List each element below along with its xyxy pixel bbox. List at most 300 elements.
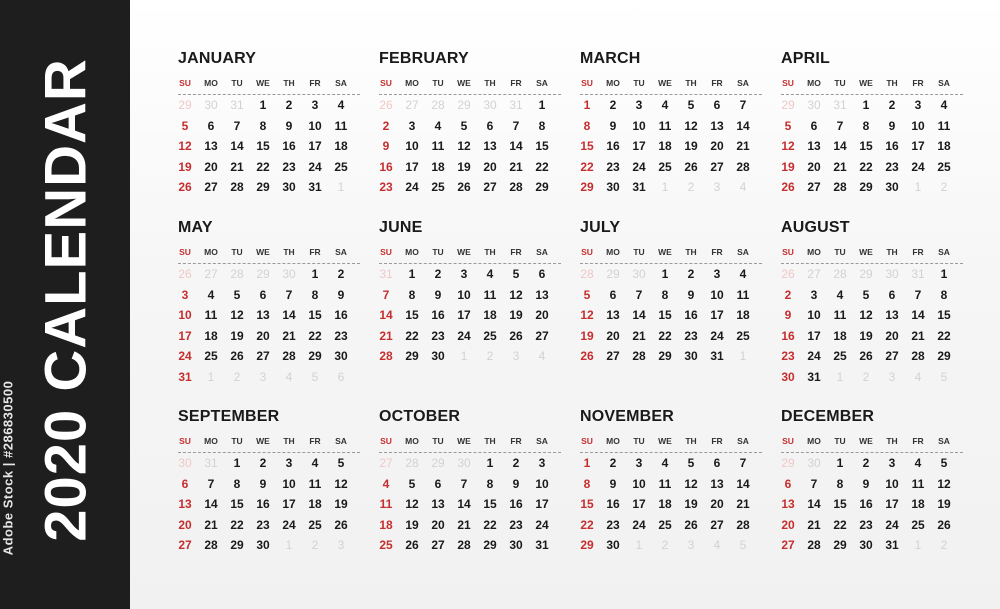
calendar-day: 1 — [583, 98, 591, 112]
adjacent-month-day: 4 — [538, 349, 546, 363]
weekday-header: WE — [256, 436, 270, 446]
header-divider — [379, 452, 561, 453]
adjacent-month-day: 4 — [914, 369, 922, 384]
month-name: AUGUST — [781, 219, 850, 236]
calendar-day: 21 — [911, 328, 925, 343]
adjacent-month-day: 30 — [204, 98, 218, 112]
calendar-day: 5 — [687, 98, 695, 112]
weekday-header: SU — [782, 247, 794, 257]
adjacent-month-day: 1 — [914, 538, 922, 552]
calendar-day: 29 — [580, 180, 594, 194]
calendar-day: 20 — [431, 517, 445, 532]
weekday-header: TU — [633, 247, 645, 257]
weekday-header: FR — [309, 247, 321, 257]
calendar-day: 18 — [658, 497, 672, 511]
weekday-header: WE — [658, 247, 672, 257]
calendar-day: 16 — [431, 308, 445, 322]
calendar-day: 13 — [885, 308, 899, 322]
calendar-day: 27 — [807, 180, 821, 194]
weekday-header: TH — [484, 78, 496, 88]
calendar-day: 23 — [885, 159, 899, 174]
adjacent-month-day: 26 — [379, 98, 393, 112]
calendar-day: 29 — [256, 180, 270, 194]
calendar-day: 6 — [713, 98, 721, 112]
calendar-day: 11 — [833, 308, 847, 322]
calendar-day: 23 — [334, 328, 348, 343]
calendar-day: 17 — [282, 497, 296, 511]
calendar-day: 20 — [178, 517, 192, 532]
calendar-day: 1 — [583, 456, 591, 470]
calendar-day: 23 — [379, 180, 393, 194]
calendar-day: 4 — [739, 267, 747, 281]
calendar-day: 12 — [684, 476, 698, 491]
weekday-header: WE — [457, 436, 471, 446]
weekday-header: WE — [256, 78, 270, 88]
adjacent-month-day: 29 — [178, 98, 192, 112]
calendar-day: 30 — [606, 538, 620, 552]
calendar-day: 24 — [535, 517, 549, 532]
calendar-day: 17 — [178, 328, 192, 343]
calendar-day: 27 — [204, 180, 218, 194]
calendar-day: 28 — [833, 180, 847, 194]
calendar-day: 13 — [710, 118, 724, 133]
adjacent-month-day: 1 — [836, 369, 844, 384]
calendar-day: 18 — [736, 308, 750, 322]
weekday-header: SU — [782, 78, 794, 88]
calendar-day: 24 — [308, 159, 322, 174]
adjacent-month-day: 1 — [337, 180, 345, 194]
calendar-day: 15 — [658, 308, 672, 322]
calendar-day: 7 — [635, 287, 643, 302]
calendar-day: 30 — [684, 349, 698, 363]
calendar-day: 22 — [580, 517, 594, 532]
adjacent-month-day: 28 — [230, 267, 244, 281]
calendar-day: 30 — [509, 538, 523, 552]
adjacent-month-day: 29 — [859, 267, 873, 281]
calendar-day: 2 — [784, 287, 792, 302]
month-name: JUNE — [379, 219, 423, 236]
calendar-day: 7 — [739, 456, 747, 470]
calendar-day: 4 — [940, 98, 948, 112]
calendar-day: 19 — [509, 308, 523, 322]
calendar-day: 28 — [509, 180, 523, 194]
calendar-day: 29 — [535, 180, 549, 194]
adjacent-month-day: 30 — [178, 456, 192, 470]
adjacent-month-day: 31 — [833, 98, 847, 112]
weekday-header: SU — [782, 436, 794, 446]
weekday-header: FR — [711, 247, 723, 257]
adjacent-month-day: 3 — [888, 369, 896, 384]
calendar-day: 23 — [859, 517, 873, 532]
calendar-day: 26 — [509, 328, 523, 343]
adjacent-month-day: 31 — [911, 267, 925, 281]
calendar-day: 26 — [781, 180, 795, 194]
calendar-day: 28 — [736, 517, 750, 532]
calendar-day: 28 — [911, 349, 925, 363]
stock-credit: Adobe Stock | #286830500 — [0, 380, 16, 556]
calendar-day: 23 — [431, 328, 445, 343]
calendar-day: 6 — [181, 476, 189, 491]
calendar-day: 31 — [308, 180, 322, 194]
calendar-day: 12 — [859, 308, 873, 322]
calendar-day: 8 — [583, 118, 591, 133]
calendar-day: 6 — [486, 118, 494, 133]
calendar-day: 16 — [781, 328, 795, 343]
calendar-day: 17 — [405, 159, 419, 174]
calendar-day: 18 — [204, 328, 218, 343]
calendar-day: 15 — [308, 308, 322, 322]
calendar-day: 4 — [311, 456, 319, 470]
calendar-day: 11 — [308, 476, 322, 491]
calendar-day: 24 — [457, 328, 471, 343]
calendar-day: 5 — [233, 287, 241, 302]
calendar-day: 31 — [178, 369, 192, 384]
calendar-day: 28 — [282, 349, 296, 363]
calendar-day: 25 — [483, 328, 497, 343]
weekday-header: SU — [581, 436, 593, 446]
adjacent-month-day: 27 — [807, 267, 821, 281]
calendar-day: 4 — [914, 456, 922, 470]
calendar-day: 19 — [334, 497, 348, 511]
calendar-day: 11 — [658, 118, 672, 133]
adjacent-month-day: 2 — [862, 369, 870, 384]
weekday-header: TU — [834, 247, 846, 257]
weekday-header: FR — [912, 78, 924, 88]
adjacent-month-day: 3 — [259, 369, 267, 384]
calendar-day: 22 — [256, 159, 270, 174]
calendar-day: 24 — [710, 328, 724, 343]
weekday-header: TU — [834, 78, 846, 88]
calendar-day: 3 — [635, 456, 643, 470]
adjacent-month-day: 26 — [178, 267, 192, 281]
calendar-day: 18 — [334, 139, 348, 153]
calendar-day: 28 — [457, 538, 471, 552]
calendar-day: 18 — [911, 497, 925, 511]
calendar-day: 12 — [457, 139, 471, 153]
calendar-day: 5 — [512, 267, 520, 281]
calendar-day: 12 — [781, 139, 795, 153]
adjacent-month-day: 28 — [833, 267, 847, 281]
month-name: DECEMBER — [781, 408, 875, 425]
weekday-header: SA — [335, 78, 347, 88]
adjacent-month-day: 3 — [512, 349, 520, 363]
month-name: FEBRUARY — [379, 50, 469, 67]
calendar-day: 21 — [282, 328, 296, 343]
header-divider — [781, 263, 963, 264]
calendar-day: 25 — [431, 180, 445, 194]
calendar-day: 15 — [859, 139, 873, 153]
calendar-day: 15 — [230, 497, 244, 511]
header-divider — [178, 263, 360, 264]
calendar-day: 9 — [888, 118, 896, 133]
calendar-day: 19 — [178, 159, 192, 174]
header-divider — [781, 452, 963, 453]
calendar-day: 3 — [181, 287, 189, 302]
adjacent-month-day: 26 — [781, 267, 795, 281]
calendar-day: 14 — [807, 497, 821, 511]
weekday-header: TH — [484, 247, 496, 257]
calendar-day: 24 — [178, 349, 192, 363]
adjacent-month-day: 2 — [687, 180, 695, 194]
calendar-day: 25 — [204, 349, 218, 363]
adjacent-month-day: 29 — [781, 456, 795, 470]
weekday-header: FR — [912, 436, 924, 446]
calendar-day: 5 — [337, 456, 345, 470]
calendar-day: 4 — [486, 267, 494, 281]
calendar-day: 4 — [434, 118, 442, 133]
calendar-day: 12 — [405, 497, 419, 511]
calendar-day: 7 — [739, 98, 747, 112]
calendar-day: 4 — [661, 98, 669, 112]
weekday-header: MO — [204, 247, 218, 257]
calendar-day: 9 — [259, 476, 267, 491]
calendar-day: 6 — [713, 456, 721, 470]
weekday-header: SA — [335, 436, 347, 446]
calendar-day: 6 — [810, 118, 818, 133]
weekday-header: TU — [432, 78, 444, 88]
calendar-day: 18 — [379, 517, 393, 532]
weekday-header: TH — [685, 247, 697, 257]
calendar-day: 14 — [736, 476, 750, 491]
header-divider — [580, 452, 762, 453]
calendar-day: 15 — [937, 308, 951, 322]
calendar-day: 22 — [308, 328, 322, 343]
weekday-header: TU — [432, 247, 444, 257]
calendar-day: 16 — [606, 497, 620, 511]
header-divider — [178, 452, 360, 453]
month-name: JANUARY — [178, 50, 257, 67]
calendar-day: 16 — [859, 497, 873, 511]
weekday-header: MO — [204, 78, 218, 88]
month-name: SEPTEMBER — [178, 408, 280, 425]
calendar-day: 11 — [379, 497, 393, 511]
calendar-day: 23 — [606, 159, 620, 174]
calendar-day: 3 — [408, 118, 416, 133]
calendar-day: 12 — [178, 139, 192, 153]
calendar-day: 3 — [635, 98, 643, 112]
calendar-day: 1 — [486, 456, 494, 470]
adjacent-month-day: 2 — [486, 349, 494, 363]
calendar-day: 10 — [632, 118, 646, 133]
weekday-header: TU — [633, 436, 645, 446]
adjacent-month-day: 28 — [405, 456, 419, 470]
calendar-day: 31 — [807, 369, 821, 384]
month-name: NOVEMBER — [580, 408, 675, 425]
calendar-day: 11 — [658, 476, 672, 491]
calendar-day: 21 — [230, 159, 244, 174]
calendar-day: 17 — [632, 497, 646, 511]
calendar-day: 10 — [308, 118, 322, 133]
calendar-day: 14 — [379, 308, 393, 322]
calendar-day: 15 — [256, 139, 270, 153]
weekday-header: TH — [886, 78, 898, 88]
calendar-day: 27 — [178, 538, 192, 552]
calendar-day: 11 — [736, 287, 750, 302]
calendar-day: 30 — [256, 538, 270, 552]
calendar-day: 25 — [334, 159, 348, 174]
calendar-day: 27 — [710, 159, 724, 174]
calendar-day: 2 — [337, 267, 345, 281]
calendar-day: 2 — [382, 118, 390, 133]
calendar-day: 23 — [282, 159, 296, 174]
weekday-header: MO — [405, 78, 419, 88]
calendar-day: 16 — [256, 497, 270, 511]
calendar-day: 31 — [710, 349, 724, 363]
calendar-day: 31 — [885, 538, 899, 552]
weekday-header: SU — [179, 436, 191, 446]
calendar-day: 6 — [259, 287, 267, 302]
weekday-header: FR — [711, 436, 723, 446]
weekday-header: WE — [859, 436, 873, 446]
weekday-header: MO — [405, 436, 419, 446]
calendar-day: 11 — [911, 476, 925, 491]
calendar-day: 10 — [457, 287, 471, 302]
adjacent-month-day: 30 — [807, 98, 821, 112]
calendar-day: 3 — [538, 456, 546, 470]
calendar-day: 20 — [807, 159, 821, 174]
calendar-day: 26 — [230, 349, 244, 363]
weekday-header: TH — [283, 78, 295, 88]
calendar-day: 10 — [178, 308, 192, 322]
calendar-day: 7 — [285, 287, 293, 302]
weekday-header: SA — [737, 78, 749, 88]
calendar-day: 28 — [204, 538, 218, 552]
weekday-header: TH — [283, 436, 295, 446]
month-name: JULY — [580, 219, 621, 236]
calendar-day: 24 — [885, 517, 899, 532]
adjacent-month-day: 29 — [256, 267, 270, 281]
calendar-day: 18 — [431, 159, 445, 174]
calendar-day: 3 — [888, 456, 896, 470]
calendar-day: 9 — [784, 308, 792, 322]
weekday-header: SA — [536, 247, 548, 257]
calendar-day: 11 — [431, 139, 445, 153]
weekday-header: SA — [536, 436, 548, 446]
adjacent-month-day: 2 — [233, 369, 241, 384]
calendar-day: 2 — [687, 267, 695, 281]
adjacent-month-day: 31 — [509, 98, 523, 112]
calendar-day: 27 — [256, 349, 270, 363]
calendar-day: 14 — [282, 308, 296, 322]
calendar-day: 8 — [259, 118, 267, 133]
adjacent-month-day: 4 — [739, 180, 747, 194]
weekday-header: FR — [309, 436, 321, 446]
calendar-day: 16 — [282, 139, 296, 153]
calendar-day: 26 — [937, 517, 951, 532]
calendar-day: 5 — [181, 118, 189, 133]
calendar-day: 22 — [937, 328, 951, 343]
weekday-header: MO — [405, 247, 419, 257]
calendar-day: 5 — [862, 287, 870, 302]
calendar-day: 15 — [580, 497, 594, 511]
adjacent-month-day: 3 — [713, 180, 721, 194]
calendar-day: 14 — [911, 308, 925, 322]
adjacent-month-day: 2 — [311, 538, 319, 552]
calendar-day: 27 — [606, 349, 620, 363]
header-divider — [580, 94, 762, 95]
calendar-day: 14 — [204, 497, 218, 511]
calendar-day: 20 — [535, 308, 549, 322]
calendar-day: 17 — [308, 139, 322, 153]
calendar-day: 1 — [408, 267, 416, 281]
calendar-day: 19 — [580, 328, 594, 343]
weekday-header: SU — [380, 247, 392, 257]
calendar-day: 23 — [509, 517, 523, 532]
calendar-day: 20 — [606, 328, 620, 343]
calendar-day: 25 — [911, 517, 925, 532]
calendar-day: 17 — [535, 497, 549, 511]
calendar-day: 16 — [509, 497, 523, 511]
calendar-day: 21 — [736, 139, 750, 153]
calendar-day: 4 — [836, 287, 844, 302]
calendar-day: 9 — [512, 476, 520, 491]
calendar-day: 29 — [658, 349, 672, 363]
calendar-day: 14 — [230, 139, 244, 153]
calendar-day: 29 — [405, 349, 419, 363]
calendar-day: 8 — [862, 118, 870, 133]
weekday-header: SA — [938, 436, 950, 446]
calendar-day: 7 — [512, 118, 520, 133]
weekday-header: SU — [179, 247, 191, 257]
calendar-day: 20 — [204, 159, 218, 174]
adjacent-month-day: 30 — [483, 98, 497, 112]
adjacent-month-day: 30 — [632, 267, 646, 281]
weekday-header: MO — [807, 78, 821, 88]
calendar-day: 4 — [207, 287, 215, 302]
calendar-day: 19 — [859, 328, 873, 343]
calendar-day: 13 — [256, 308, 270, 322]
calendar-day: 1 — [233, 456, 241, 470]
calendar-day: 29 — [859, 180, 873, 194]
calendar-day: 6 — [784, 476, 792, 491]
weekday-header: TH — [886, 247, 898, 257]
calendar-day: 3 — [810, 287, 818, 302]
calendar-day: 26 — [684, 517, 698, 532]
calendar-day: 22 — [230, 517, 244, 532]
calendar-day: 18 — [308, 497, 322, 511]
calendar-day: 8 — [940, 287, 948, 302]
header-divider — [379, 263, 561, 264]
calendar-day: 6 — [207, 118, 215, 133]
weekday-header: WE — [658, 78, 672, 88]
calendar-day: 9 — [285, 118, 293, 133]
calendar-day: 16 — [885, 139, 899, 153]
adjacent-month-day: 30 — [885, 267, 899, 281]
calendar-day: 12 — [580, 308, 594, 322]
calendar-day: 10 — [807, 308, 821, 322]
calendar-day: 22 — [535, 159, 549, 174]
weekday-header: WE — [859, 78, 873, 88]
calendar-day: 13 — [204, 139, 218, 153]
adjacent-month-day: 30 — [282, 267, 296, 281]
header-divider — [781, 94, 963, 95]
calendar-day: 13 — [178, 497, 192, 511]
calendar-day: 26 — [405, 538, 419, 552]
adjacent-month-day: 5 — [940, 369, 948, 384]
adjacent-month-day: 1 — [460, 349, 468, 363]
weekday-header: TH — [283, 247, 295, 257]
calendar-day: 23 — [684, 328, 698, 343]
calendar-day: 5 — [687, 456, 695, 470]
adjacent-month-day: 5 — [311, 369, 319, 384]
calendar-day: 8 — [836, 476, 844, 491]
adjacent-month-day: 2 — [940, 180, 948, 194]
calendar-day: 8 — [233, 476, 241, 491]
calendar-day: 4 — [337, 98, 345, 112]
month-name: MARCH — [580, 50, 641, 67]
calendar-day: 3 — [914, 98, 922, 112]
calendar-day: 10 — [632, 476, 646, 491]
